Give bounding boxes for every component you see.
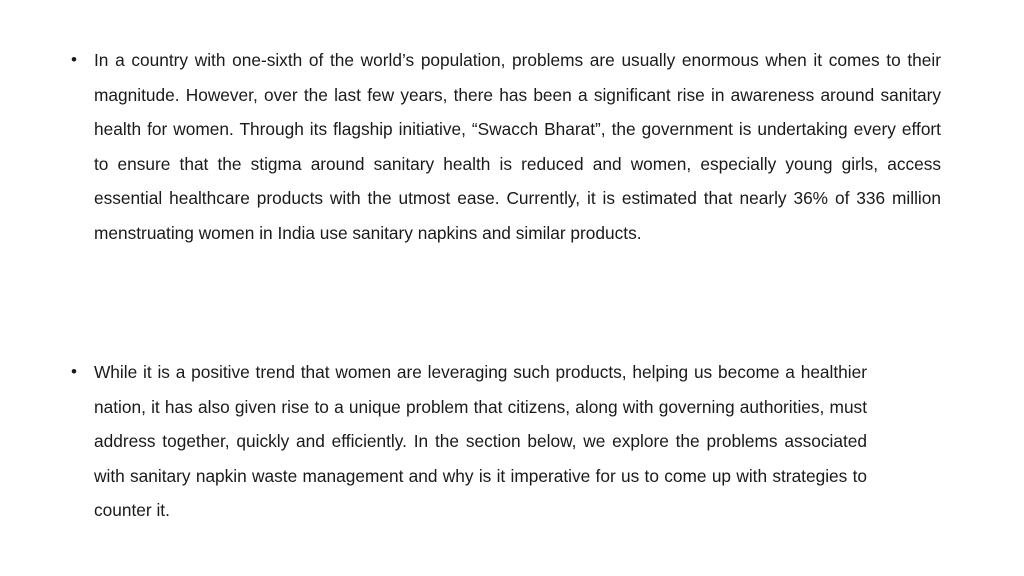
- paragraph-text: In a country with one-sixth of the world’s population, problems are usually enormous when it comes to their magnitude. However, over the last few years, there has been a significant rise in awareness around sanitary health for women. Through its flagship initiative, “Swacch Bharat”, the government is undertaking every effort to ensure that the stigma around sanitary health is reduced and women, especially young girls, access essential healthcare products with the utmost ease. Currently, it is estimated that nearly 36% of 336 million menstruating women in India use sanitary napkins and similar products.: [94, 50, 941, 243]
- bullet-paragraph-waste-problem: [71, 355, 867, 528]
- bullet-paragraph-awareness: [71, 43, 941, 251]
- paragraph-text: While it is a positive trend that women are leveraging such products, helping us become a healthier nation, it has also given rise to a unique problem that citizens, along with governing authorities, must address together, quickly and efficiently. In the section below, we explore the problems associated with sanitary napkin waste management and why is it imperative for us to come up with strategies to counter it.: [94, 362, 867, 521]
- bullet-icon: •: [71, 50, 77, 69]
- bullet-icon: •: [71, 362, 77, 381]
